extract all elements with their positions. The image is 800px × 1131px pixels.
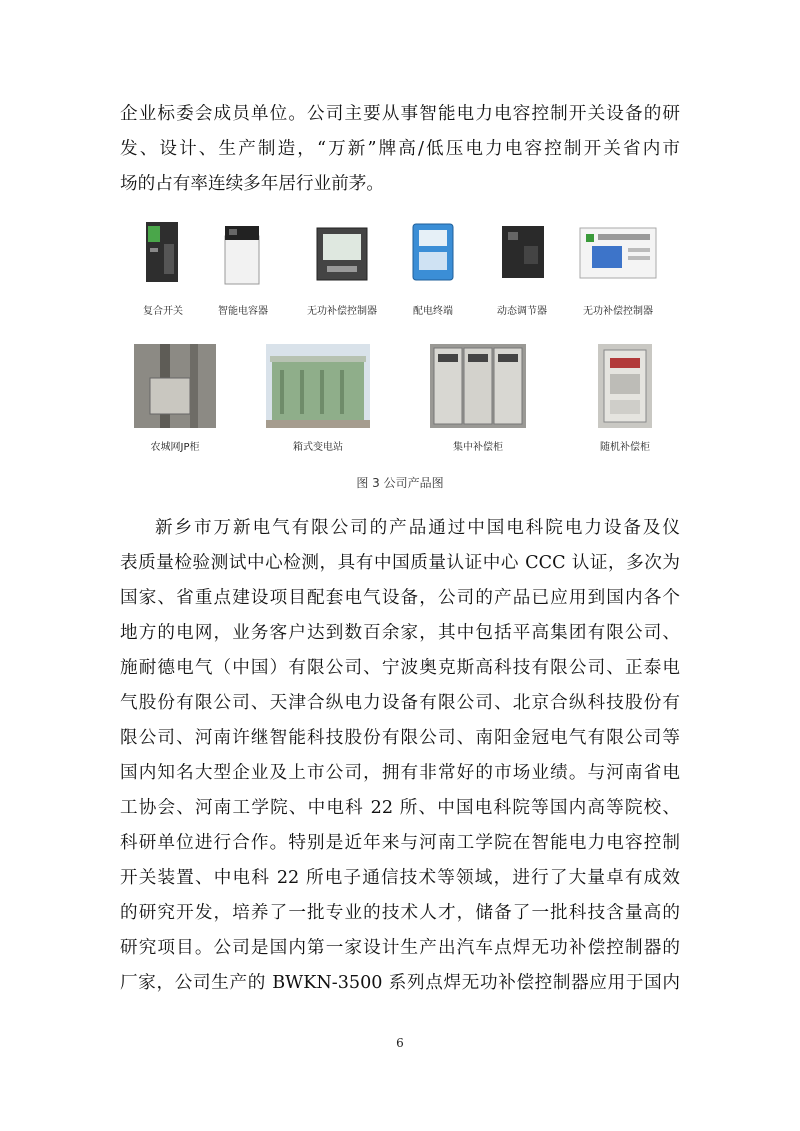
text-line: 表质量检验测试中心检测，具有中国质量认证中心 CCC 认证，多次为 (120, 553, 680, 573)
jp-cabinet-image (134, 344, 216, 428)
text-line: 厂家，公司生产的 BWKN-3500 系列点焊无功补偿控制器应用于国内 (120, 973, 680, 993)
reactive-controller-image (313, 218, 371, 284)
text-line: 企业标委会成员单位。公司主要从事智能电力电容控制开关设备的研 (120, 104, 680, 124)
product-reactive-controller (302, 218, 382, 318)
product-smart-capacitor (208, 218, 278, 318)
centralized-cabinet-image (430, 344, 526, 428)
product-dynamic-regulator (482, 218, 562, 318)
figure-caption: 图 3 公司产品图 (356, 476, 444, 490)
text-line: 施耐德电气（中国）有限公司、宁波奥克斯高科技有限公司、正泰电 (120, 658, 680, 678)
intro-paragraph (120, 97, 680, 202)
text-line: 新乡市万新电气有限公司的产品通过中国电科院电力设备及仪 (155, 518, 680, 538)
text-line: 国内知名大型企业及上市公司，拥有非常好的市场业绩。与河南省电 (120, 763, 680, 783)
dynamic-regulator-image (494, 218, 550, 284)
product-label: 集中补偿柜 (453, 442, 503, 453)
random-cabinet-image (598, 344, 652, 428)
product-random-cabinet (588, 344, 662, 454)
company-paragraph (120, 511, 680, 1001)
text-line: 限公司、河南许继智能科技股份有限公司、南阳金冠电气有限公司等 (120, 728, 680, 748)
product-jp-cabinet (132, 344, 218, 454)
text-line: 科研单位进行合作。特别是近年来与河南工学院在智能电力电容控制 (120, 833, 680, 853)
smart-capacitor-image (215, 218, 271, 288)
product-label: 智能电容器 (218, 306, 268, 317)
text-line: 研究项目。公司是国内第一家设计生产出汽车点焊无功补偿控制器的 (120, 938, 680, 958)
product-label: 复合开关 (143, 306, 183, 317)
product-label: 箱式变电站 (293, 442, 343, 453)
product-label: 农城网JP柜 (150, 442, 200, 453)
product-centralized-cabinet (430, 344, 526, 454)
text-line: 发、设计、生产制造，“万新”牌高/低压电力电容控制开关省内市 (120, 139, 680, 159)
product-reactive-controller-2 (570, 218, 666, 318)
product-box-substation (266, 344, 370, 454)
box-substation-image (266, 344, 370, 428)
composite-switch-image (138, 218, 188, 288)
text-line: 工协会、河南工学院、中电科 22 所、中国电科院等国内高等院校、 (120, 798, 680, 818)
text-line: 地方的电网，业务客户达到数百余家，其中包括平高集团有限公司、 (120, 623, 680, 643)
text-line: 的研究开发，培养了一批专业的技术人才，储备了一批科技含量高的 (120, 903, 680, 923)
product-label: 随机补偿柜 (600, 442, 650, 453)
product-label: 配电终端 (413, 306, 453, 317)
reactive-controller-panel-image (576, 218, 660, 284)
page-number: 6 (396, 1036, 404, 1050)
text-line: 国家、省重点建设项目配套电气设备，公司的产品已应用到国内各个 (120, 588, 680, 608)
product-composite-switch (128, 218, 198, 318)
product-label: 无功补偿控制器 (583, 306, 653, 317)
text-line: 气股份有限公司、天津合纵电力设备有限公司、北京合纵科技股份有 (120, 693, 680, 713)
product-distribution-terminal (398, 218, 468, 318)
text-line: 开关装置、中电科 22 所电子通信技术等领域，进行了大量卓有成效 (120, 868, 680, 888)
product-label: 动态调节器 (497, 306, 547, 317)
distribution-terminal-image (407, 218, 459, 284)
product-label: 无功补偿控制器 (307, 306, 377, 317)
text-line: 场的占有率连续多年居行业前茅。 (120, 174, 384, 194)
